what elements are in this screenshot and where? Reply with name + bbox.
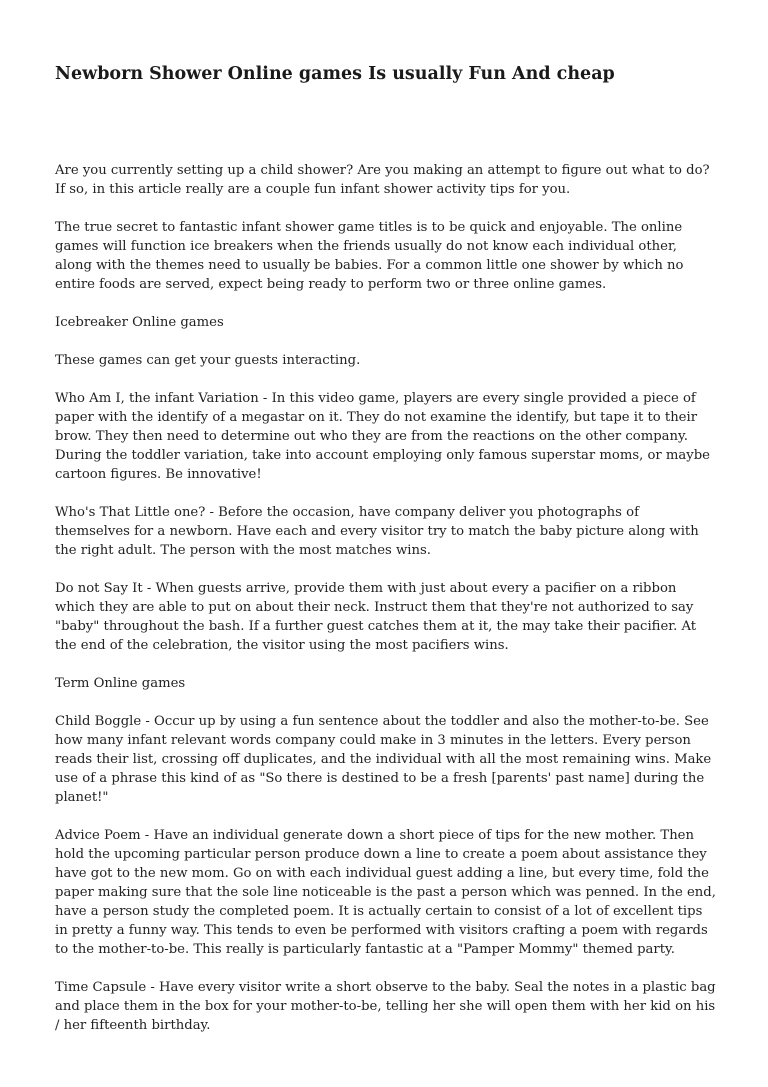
paragraph-intro: Are you currently setting up a child shower? Are you making an attempt to figure out what to do? If so, in this article really are a couple fun infant shower activity tips for you. (55, 163, 710, 197)
paragraph-do-not-say-it: Do not Say It - When guests arrive, provide them with just about every a pacifier on a ribbon which they are able to put on about their neck. Instruct them that they're not authorized to say "baby" throughout the bash. If a further guest catches them at it, the may take their pacifier. At the end of the celebration, the visitor using the most pacifiers wins. (55, 581, 697, 653)
paragraph-child-boggle: Child Boggle - Occur up by using a fun sentence about the toddler and also the mother-to-be. See how many infant relevant words company could make in 3 minutes in the letters. Every person reads their list, crossing off duplicates, and the individual with all the most remaining wins. Make use of a phrase this kind of as "So there is destined to be a fresh [parents' past name] during the planet!" (55, 714, 712, 805)
paragraph-who-am-i: Who Am I, the infant Variation - In this video game, players are every single provided a piece of paper with the identify of a megastar on it. They do not examine the identify, but tape it to their brow. They then need to determine out who they are from the reactions on the other company. During the toddler variation, take into account employing only famous superstar moms, or maybe cartoon figures. Be innovative! (55, 391, 710, 482)
paragraph-icebreaker-intro: These games can get your guests interacting. (55, 353, 361, 368)
paragraph-advice-poem: Advice Poem - Have an individual generate down a short piece of tips for the new mother. Then hold the upcoming particular person produce down a line to create a poem about assistance they have got to the new mom. Go on with each individual guest adding a line, but every time, fold the paper making sure that the sole line noticeable is the past a person which was penned. In the end, have a person study the completed poem. It is actually certain to consist of a lot of excellent tips in pretty a funny way. This tends to even be performed with visitors crafting a poem with regards to the mother-to-be. This really is particularly fantastic at a "Pamper Mommy" themed party. (55, 828, 716, 957)
paragraph-secret: The true secret to fantastic infant shower game titles is to be quick and enjoyable. The online games will function ice breakers when the friends usually do not know each individual other, along with the themes need to usually be babies. For a common little one shower by which no entire foods are served, expect being ready to perform two or three online games. (55, 220, 684, 292)
document-title: Newborn Shower Online games Is usually Fun And cheap (55, 64, 615, 84)
paragraph-time-capsule: Time Capsule - Have every visitor write a short observe to the baby. Seal the notes in a plastic bag and place them in the box for your mother-to-be, telling her she will open them with her kid on his / her fifteenth birthday. (55, 980, 716, 1033)
document-body (55, 161, 717, 1054)
section-heading-icebreaker: Icebreaker Online games (55, 315, 224, 330)
paragraph-whos-that: Who's That Little one? - Before the occasion, have company deliver you photographs of themselves for a newborn. Have each and every visitor try to match the baby picture along with the right adult. The person with the most matches wins. (55, 505, 699, 558)
section-heading-term: Term Online games (55, 676, 186, 691)
